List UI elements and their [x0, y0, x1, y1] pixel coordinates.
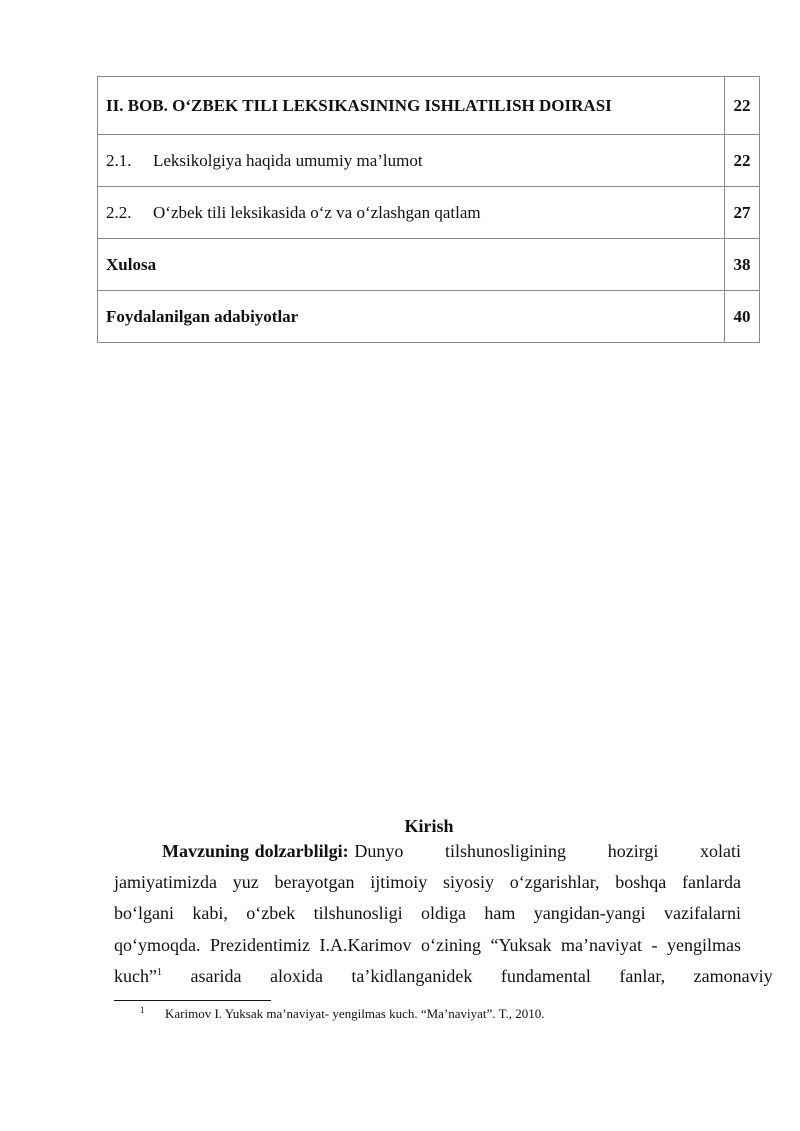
footnote-text: Karimov I. Yuksak ma’naviyat- yengilmas kuch. “Ma’naviyat”. T., 2010. [165, 1006, 545, 1021]
toc-page-number: 27 [725, 187, 760, 239]
footnote-mark: 1 [140, 1005, 145, 1015]
paragraph-line: jamiyatimizda yuz berayotgan ijtimoiy siyosiy o‘zgarishlar, boshqa fanlarda [114, 872, 741, 893]
toc-row [98, 291, 760, 343]
table-of-contents [97, 76, 760, 343]
toc-entry [98, 135, 725, 187]
paragraph-text: asarida aloxida ta’kidlanganidek fundamental fanlar, zamonaviy [190, 965, 773, 986]
section-heading: Kirish [404, 816, 454, 836]
toc-title: Leksikolgiya haqida umumiy ma’lumot [153, 150, 423, 170]
paragraph-lead: Mavzuning dolzarblilgi: [162, 841, 349, 861]
footnote-divider [114, 1000, 271, 1001]
footnote-ref: 1 [156, 966, 162, 978]
paragraph-line: qo‘ymoqda. Prezidentimiz I.A.Karimov o‘zining “Yuksak ma’naviyat - yengilmas [114, 934, 741, 955]
intro-paragraph [114, 836, 773, 992]
toc-title: Foydalanilgan adabiyotlar [98, 291, 725, 343]
toc-row [98, 239, 760, 291]
toc-title: O‘zbek tili leksikasida o‘z va o‘zlashgan qatlam [153, 202, 481, 222]
toc-page-number: 38 [725, 239, 760, 291]
toc-page-number: 22 [725, 77, 760, 135]
toc-title: II. BOB. O‘ZBEK TILI LEKSIKASINING ISHLATILISH DOIRASI [98, 77, 725, 135]
toc-section-number: 2.2. [106, 202, 132, 222]
paragraph-line [114, 961, 773, 992]
paragraph-text: Dunyo tilshunosligining hozirgi xolati [354, 841, 742, 861]
toc-title: Xulosa [98, 239, 725, 291]
paragraph-text: kuch” [114, 965, 157, 986]
toc-row [98, 77, 760, 135]
toc-entry [98, 187, 725, 239]
toc-row [98, 187, 760, 239]
toc-page-number: 40 [725, 291, 760, 343]
toc-section-number: 2.1. [106, 150, 132, 170]
paragraph-line: bo‘lgani kabi, o‘zbek tilshunosligi oldiga ham yangidan-yangi vazifalarni [114, 903, 741, 924]
toc-page-number: 22 [725, 135, 760, 187]
toc-row [98, 135, 760, 187]
footnote [140, 1005, 545, 1022]
paragraph-line [114, 836, 741, 867]
